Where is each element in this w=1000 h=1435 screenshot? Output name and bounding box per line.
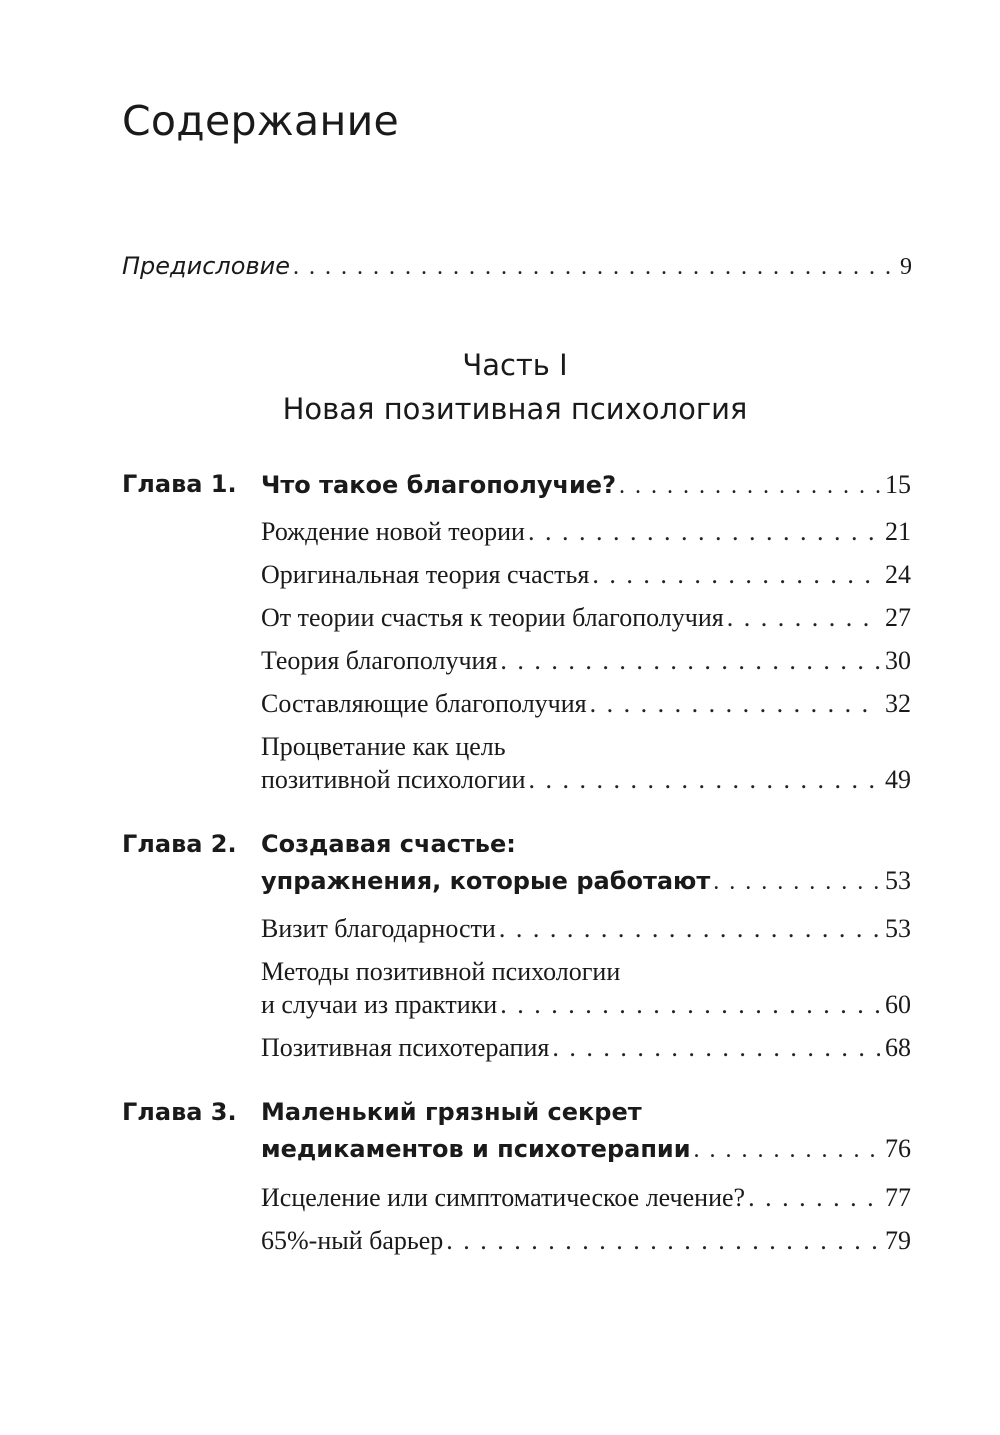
section-title: и случаи из практики [261,990,498,1019]
dot-leader [500,646,880,676]
toc-entry-section[interactable] [261,1183,911,1213]
chapter-title-line: Создавая счастье: [261,830,516,858]
chapter-3-label: Глава 3. [122,1098,237,1126]
toc-entry-section[interactable] [261,1226,911,1256]
section-title: позитивной психологии [261,765,526,794]
toc-entry-chapter-2[interactable] [261,866,911,896]
dot-leader [293,254,895,281]
toc-entry-section[interactable] [261,765,911,795]
chapter-1-label: Глава 1. [122,470,237,498]
toc-entry-preface[interactable] [122,252,912,281]
toc-entry-page: 27 [885,603,911,632]
section-title: Рождение новой теории [261,517,525,546]
dot-leader [528,765,880,795]
toc-entry-page: 49 [885,765,911,794]
toc-entry-page: 9 [900,254,912,280]
dot-leader [748,1183,880,1213]
dot-leader [528,517,880,547]
chapter-title: упражнения, которые работают [261,867,711,895]
toc-entry-page: 32 [885,689,911,718]
toc-entry-page: 15 [885,470,911,499]
toc-entry-chapter-3[interactable] [261,1134,911,1164]
toc-entry-section[interactable] [261,646,911,676]
toc-entry-section[interactable] [261,689,911,719]
toc-entry-page: 30 [885,646,911,675]
chapter-title-line: Маленький грязный секрет [261,1098,642,1126]
dot-leader [552,1033,880,1063]
section-title: Исцеление или симптоматическое лечение? [261,1183,746,1212]
chapter-2-label: Глава 2. [122,830,237,858]
toc-entry-section[interactable] [261,517,911,547]
toc-entry-page: 53 [885,914,911,943]
page-title: Содержание [122,97,400,145]
toc-entry-page: 79 [885,1226,911,1255]
section-title: Оригинальная теория счастья [261,560,590,589]
section-title-line: Процветание как цель [261,732,506,761]
section-title: Позитивная психотерапия [261,1033,550,1062]
toc-entry-section[interactable] [261,914,911,944]
toc-entry-chapter-1[interactable] [261,470,911,500]
toc-entry-section[interactable] [261,990,911,1020]
dot-leader [619,473,880,500]
toc-entry-page: 76 [885,1134,911,1163]
toc-entry-section[interactable] [261,560,911,590]
dot-leader [499,914,880,944]
toc-entry-label: Предисловие [122,252,290,280]
toc-entry-page: 68 [885,1033,911,1062]
section-title: Теория благополучия [261,646,498,675]
part-title: Новая позитивная психология [282,392,748,426]
dot-leader [727,603,880,633]
toc-entry-page: 60 [885,990,911,1019]
section-title-line: Методы позитивной психологии [261,957,621,986]
dot-leader [713,869,880,896]
section-title: От теории счастья к теории благополучия [261,603,724,632]
toc-entry-page: 77 [885,1183,911,1212]
toc-entry-section[interactable] [261,603,911,633]
dot-leader [446,1226,880,1256]
toc-entry-page: 24 [885,560,911,589]
dot-leader [590,689,880,719]
section-title: Визит благодарности [261,914,496,943]
chapter-title: медикаментов и психотерапии [261,1135,691,1163]
toc-entry-section[interactable] [261,1033,911,1063]
section-title: Составляющие благополучия [261,689,587,718]
dot-leader [592,560,880,590]
dot-leader [694,1137,880,1164]
dot-leader [500,990,880,1020]
toc-entry-page: 21 [885,517,911,546]
section-title: 65%-ный барьер [261,1226,444,1255]
toc-entry-page: 53 [885,866,911,895]
part-number: Часть I [462,348,568,382]
chapter-title: Что такое благополучие? [261,471,617,499]
